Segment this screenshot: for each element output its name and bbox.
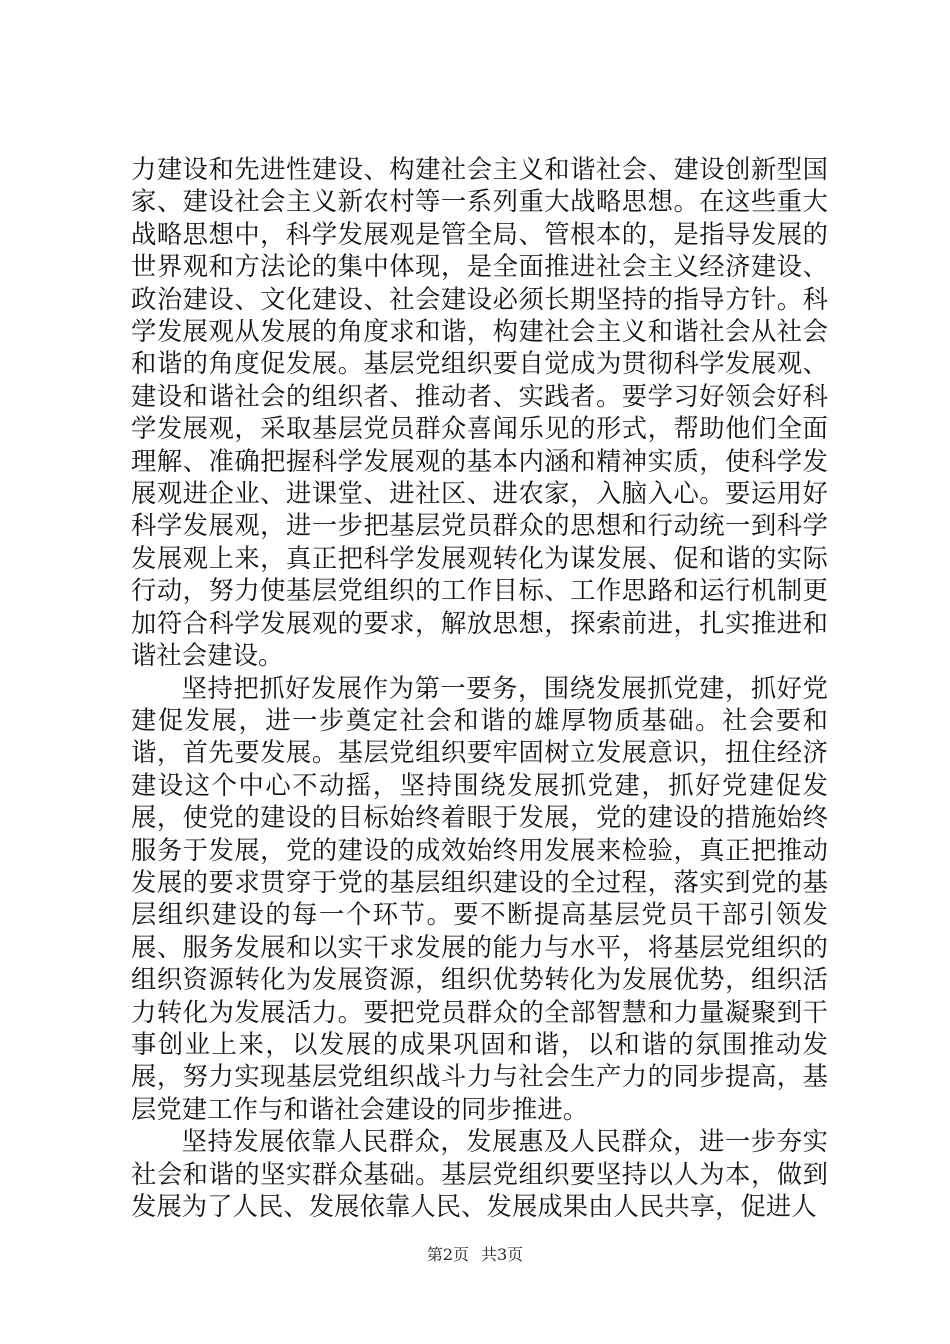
page-total: 共3页 [481, 1245, 524, 1264]
page-number: 第2页 [426, 1245, 469, 1264]
page-footer [0, 1244, 950, 1266]
paragraph-1: 力建设和先进性建设、构建社会主义和谐社会、建设创新型国家、建设社会主义新农村等一系列重大战略思想。在这些重大战略思想中，科学发展观是管全局、管根本的，是指导发展的世界观和方法论的集中体现，是全面推进社会主义经济建设、政治建设、文化建设、社会建设必须长期坚持的指导方针。科学发展观从发展的角度求和谐，构建社会主义和谐社会从社会和谐的角度促发展。基层党组织要自觉成为贯彻科学发展观、建设和谐社会的组织者、推动者、实践者。要学习好领会好科学发展观，采取基层党员群众喜闻乐见的形式，帮助他们全面理解、准确把握科学发展观的基本内涵和精神实质，使科学发展观进企业、进课堂、进社区、进农家，入脑入心。要运用好科学发展观，进一步把基层党员群众的思想和行动统一到科学发展观上来，真正把科学发展观转化为谋发展、促和谐的实际行动，努力使基层党组织的工作目标、工作思路和运行机制更加符合科学发展观的要求，解放思想，探索前进，扎实推进和谐社会建设。 [131, 155, 828, 671]
paragraph-2: 坚持把抓好发展作为第一要务，围绕发展抓党建，抓好党建促发展，进一步奠定社会和谐的雄厚物质基础。社会要和谐，首先要发展。基层党组织要牢固树立发展意识，扭住经济建设这个中心不动摇，坚持围绕发展抓党建，抓好党建促发展，使党的建设的目标始终着眼于发展，党的建设的措施始终服务于发展，党的建设的成效始终用发展来检验，真正把推动发展的要求贯穿于党的基层组织建设的全过程，落实到党的基层组织建设的每一个环节。要不断提高基层党员干部引领发展、服务发展和以实干求发展的能力与水平，将基层党组织的组织资源转化为发展资源，组织优势转化为发展优势，组织活力转化为发展活力。要把党员群众的全部智慧和力量凝聚到干事创业上来，以发展的成果巩固和谐，以和谐的氛围推动发展，努力实现基层党组织战斗力与社会生产力的同步提高，基层党建工作与和谐社会建设的同步推进。 [131, 673, 828, 1124]
document-body [131, 154, 828, 1223]
paragraph-3: 坚持发展依靠人民群众，发展惠及人民群众，进一步夯实社会和谐的坚实群众基础。基层党组织要坚持以人为本，做到发展为了人民、发展依靠人民、发展成果由人民共享，促进人 [131, 1127, 828, 1221]
